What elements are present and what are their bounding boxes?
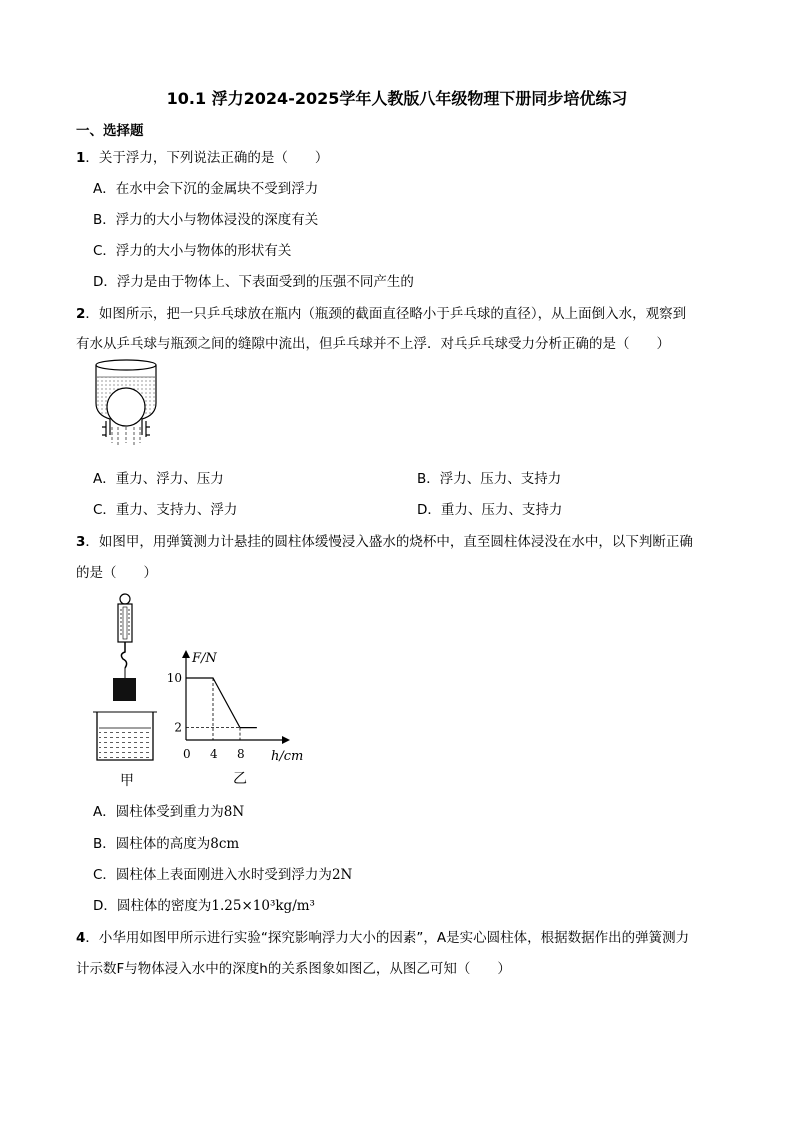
figure-label-jia: 甲: [120, 773, 134, 789]
q2-option-a: A．重力、浮力、压力: [93, 471, 224, 487]
question-number: 2: [76, 306, 86, 322]
q3-option-b: [93, 832, 239, 852]
option-text: A．圆柱体受到重力为: [93, 804, 224, 820]
force-depth-chart: [164, 640, 324, 770]
question-2-line2: 有水从乒乓球与瓶颈之间的缝隙中流出，但乒乓球并不上浮．对乓乒乓球受力分析正确的是（ ）: [76, 336, 670, 352]
question-3-line2: 的是（ ）: [76, 565, 157, 581]
y-tick-label: 10: [166, 671, 182, 685]
series-line: [186, 678, 257, 728]
q3-option-a: [93, 800, 244, 820]
question-3-line1: [76, 530, 693, 550]
x-axis-label: h/cm: [271, 749, 304, 764]
question-number: 1: [76, 150, 86, 166]
question-text: ．小华用如图甲所示进行实验“探究影响浮力大小的因素”，A是实心圆柱体，根据数据作出的弹簧测力: [85, 930, 690, 946]
q2-option-b: B．浮力、压力、支持力: [417, 471, 562, 487]
option-text: D．圆柱体的密度为: [93, 898, 212, 914]
option-value: 8cm: [210, 836, 240, 852]
q3-option-c: [93, 863, 352, 883]
x-tick-label: 8: [237, 747, 245, 761]
question-text: ．关于浮力，下列说法正确的是（ ）: [85, 150, 329, 166]
option-value: 2N: [331, 867, 353, 883]
question-text: ．如图所示，把一只乒乓球放在瓶内（瓶颈的截面直径略小于乒乓球的直径），从上面倒入水，观察到: [85, 306, 687, 322]
y-axis-label: F/N: [192, 651, 217, 666]
q1-option-b: B．浮力的大小与物体浸没的深度有关: [93, 212, 319, 228]
y-axis-arrow: [182, 650, 190, 658]
section-heading: 一、选择题: [76, 123, 144, 139]
q1-option-a: A．在水中会下沉的金属块不受到浮力: [93, 181, 319, 197]
question-4-line2: 计示数F与物体浸入水中的深度h的关系图象如图乙，从图乙可知（ ）: [76, 961, 511, 977]
chart-guides: [186, 678, 240, 740]
question-text: ．如图甲，用弹簧测力计悬挂的圆柱体缓慢浸入盛水的烧杯中，直至圆柱体浸没在水中，以下判断正确: [85, 534, 693, 550]
option-value: 1.25×10³kg/m³: [211, 898, 315, 914]
q2-option-d: D．重力、压力、支持力: [417, 502, 563, 518]
option-text: C．圆柱体上表面刚进入水时受到浮力为: [93, 867, 332, 883]
q3-option-d: [93, 894, 315, 914]
question-number: 4: [76, 930, 86, 946]
page-title: 10.1 浮力2024-2025学年人教版八年级物理下册同步培优练习: [166, 89, 628, 108]
question-4-line1: [76, 926, 689, 946]
option-text: B．圆柱体的高度为: [93, 836, 211, 852]
q2-option-c: C．重力、支持力、浮力: [93, 502, 238, 518]
spring-scale-figure: [92, 590, 164, 790]
y-tick-label: 2: [174, 720, 182, 735]
x-tick-label: 4: [210, 747, 218, 761]
option-value: 8N: [223, 804, 245, 820]
x-axis-arrow: [282, 736, 290, 744]
figure-label-yi: 乙: [233, 771, 247, 787]
chart-tick-labels: [167, 671, 245, 761]
x-tick-label: 0: [183, 747, 191, 761]
question-1-stem: [76, 146, 328, 166]
question-number: 3: [76, 534, 86, 550]
q1-option-d: D．浮力是由于物体上、下表面受到的压强不同产生的: [93, 274, 414, 290]
q1-option-c: C．浮力的大小与物体的形状有关: [93, 243, 292, 259]
bottle-figure: [88, 355, 164, 455]
question-2-line1: [76, 302, 686, 322]
